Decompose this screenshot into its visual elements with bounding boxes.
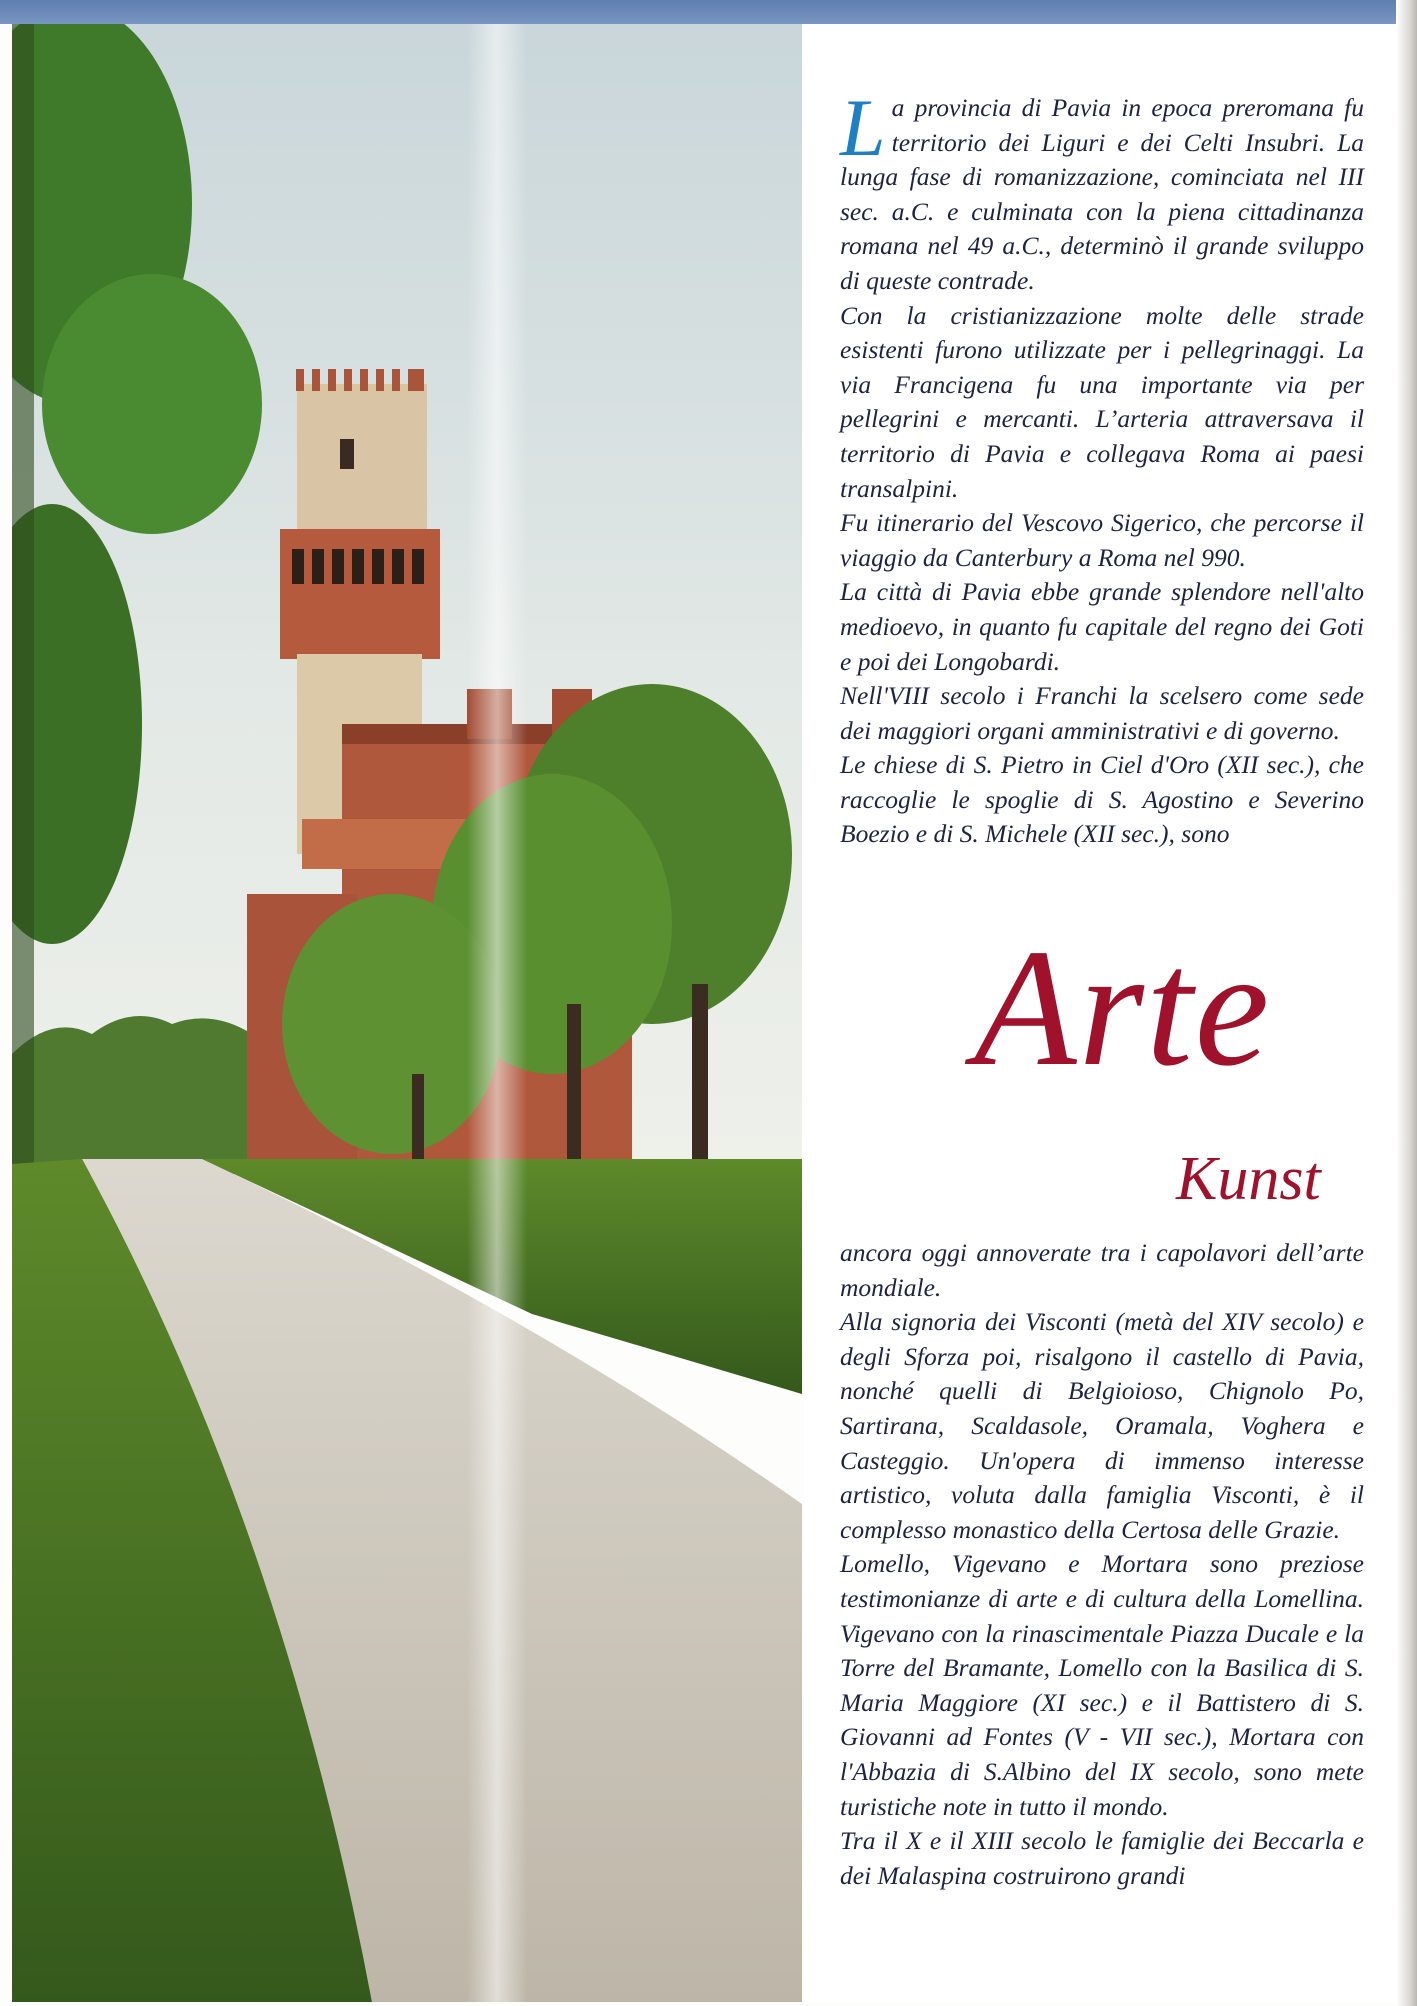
drop-cap: L xyxy=(840,82,886,173)
paragraph-1-text: a provincia di Pavia in epoca preromana fu territorio dei Liguri e dei Celti Insubri. La lunga fase di romanizzazione, cominciata nel III sec. a.C. e culminata con la piena cittadinanza romana nel 49 a.C., determinò il grande sviluppo di queste contrade. xyxy=(840,93,1364,295)
paragraph-8: Alla signoria dei Visconti (metà del XIV secolo) e degli Sforza poi, risalgono il castello di Pavia, nonché quelli di Belgioioso, Chignolo Po, Sartirana, Scaldasole, Oramala, Voghera e Casteggio. Un'opera di immenso interesse artistico, voluta dalla famiglia Visconti, è il complesso monastico della Certosa delle Grazie. xyxy=(840,1307,1364,1544)
article-column xyxy=(804,24,1408,2002)
paragraph-5: Nell'VIII secolo i Franchi la scelsero come sede dei maggiori organi amministrativi e di governo. xyxy=(840,681,1364,745)
paragraph-1 xyxy=(840,82,1364,299)
castle-photo xyxy=(12,24,802,2002)
section-title: Arte xyxy=(974,915,1272,1101)
section-subtitle: Kunst xyxy=(1176,1145,1321,1213)
paragraph-7: ancora oggi annoverate tra i capolavori dell’arte mondiale. xyxy=(840,1238,1364,1302)
page-edge-shadow xyxy=(1396,0,1417,2006)
paragraph-10: Tra il X e il XIII secolo le famiglie dei Beccarla e dei Malaspina costruirono grandi xyxy=(840,1826,1364,1890)
paragraph-4: La città di Pavia ebbe grande splendore nell'alto medioevo, in quanto fu capitale del regno dei Goti e poi dei Longobardi. xyxy=(840,577,1364,676)
paragraph-9: Lomello, Vigevano e Mortara sono preziose testimonianze di arte e di cultura della Lomellina. Vigevano con la rinascimentale Piazza Ducale e la Torre del Bramante, Lomello con la Basilica di S. Maria Maggiore (XI sec.) e il Battistero di S. Giovanni ad Fontes (V - VII sec.), Mortara con l'Abbazia di S.Albino del IX secolo, sono mete turistiche note in tutto il mondo. xyxy=(840,1549,1364,1821)
article-body-top xyxy=(840,82,1364,852)
article-body-bottom xyxy=(840,1236,1364,1893)
paragraph-6: Le chiese di S. Pietro in Ciel d'Oro (XII sec.), che raccoglie le spoglie di S. Agostino e Severino Boezio e di S. Michele (XII sec.), sono xyxy=(840,750,1364,849)
paragraph-3: Fu itinerario del Vescovo Sigerico, che percorse il viaggio da Canterbury a Roma nel 990. xyxy=(840,508,1364,572)
paragraph-2: Con la cristianizzazione molte delle strade esistenti furono utilizzate per i pellegrinaggi. La via Francigena fu una importante via per pellegrini e mercanti. L’arteria attraversava il territorio di Pavia e collegava Roma ai paesi transalpini. xyxy=(840,300,1364,503)
top-color-strip xyxy=(0,0,1417,24)
